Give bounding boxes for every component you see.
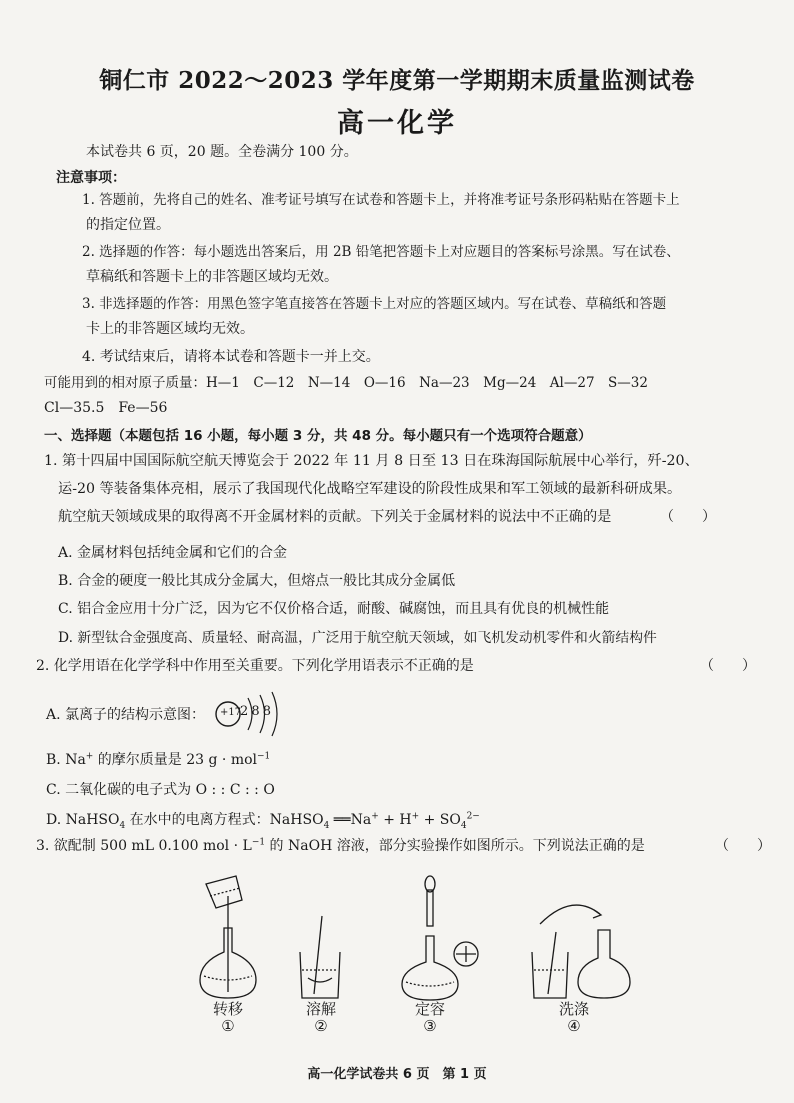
text-run: ══Na — [329, 812, 372, 828]
option-d: D. 新型钛合金强度高、质量轻、耐高温，广泛用于航空航天领域，如飞机发动机零件和火箭结构件 — [58, 630, 657, 646]
subscript: 4 — [119, 820, 126, 831]
answer-bracket: （ ） — [715, 838, 771, 854]
note-line: 2. 选择题的作答：每小题选出答案后，用 2B 铅笔把答题卡上对应题目的答案标号涂黑。写在试卷、 — [82, 244, 680, 260]
text-run: 在水中的电离方程式：NaHSO — [125, 812, 324, 828]
wash-apparatus-icon — [532, 905, 630, 998]
figure-caption: 定容 — [414, 1000, 445, 1018]
question-3-stem — [36, 835, 645, 855]
superscript: −1 — [257, 751, 271, 762]
question-2-stem: 2. 化学用语在化学学科中作用至关重要。下列化学用语表示不正确的是 — [36, 658, 474, 674]
answer-bracket: （ ） — [700, 658, 756, 674]
text-run: 3. 欲配制 500 mL 0.100 mol · L — [36, 838, 252, 854]
notes-heading: 注意事项： — [56, 170, 126, 186]
figure-number: ② — [314, 1017, 328, 1035]
option-a: A. 金属材料包括纯金属和它们的合金 — [58, 545, 288, 561]
answer-bracket: （ ） — [660, 509, 716, 525]
superscript: + — [85, 751, 94, 762]
note-line: 4. 考试结束后，请将本试卷和答题卡一并上交。 — [82, 349, 380, 365]
nucleus-charge: +17 — [220, 707, 242, 718]
figure-number: ④ — [567, 1017, 581, 1035]
text-run: + SO — [419, 812, 461, 828]
figure-number: ① — [221, 1017, 235, 1035]
text-run: 的摩尔质量是 23 g · mol — [93, 752, 258, 768]
figure-caption: 转移 — [212, 1000, 243, 1018]
option-b — [46, 749, 270, 769]
text-run: + H — [378, 812, 412, 828]
page-title: 铜仁市 2022～2023 学年度第一学期期末质量监测试卷 — [99, 67, 695, 94]
section-heading: 一、选择题（本题包括 16 小题，每小题 3 分，共 48 分。每小题只有一个选项符合题意） — [44, 428, 592, 444]
note-line: 卡上的非答题区域均无效。 — [86, 321, 254, 337]
transfer-apparatus-icon — [200, 876, 256, 998]
superscript: 2− — [466, 811, 480, 822]
note-line: 的指定位置。 — [86, 217, 170, 233]
question-1-stem: 运-20 等装备集体亮相，展示了我国现代化战略空军建设的阶段性成果和军工领域的最新科研成果。 — [58, 481, 682, 497]
atomic-mass-line: 可能用到的相对原子质量：H—1 C—12 N—14 O—16 Na—23 Mg—24 Al—27 S—32 — [44, 375, 648, 391]
figure-caption: 溶解 — [305, 1000, 336, 1018]
subscript: 4 — [323, 820, 330, 831]
option-c: C. 二氧化碳的电子式为 O : : C : : O — [46, 782, 275, 798]
note-line: 1. 答题前，先将自己的姓名、准考证号填写在试卷和答题卡上，并将准考证号条形码粘贴在答题卡上 — [82, 192, 680, 208]
superscript: + — [411, 811, 420, 822]
subscript: 4 — [460, 820, 467, 831]
electron-shells: 2 8 8 — [240, 704, 272, 719]
option-c: C. 铝合金应用十分广泛，因为它不仅价格合适，耐酸、碱腐蚀，而且具有优良的机械性能 — [58, 601, 610, 617]
option-a — [46, 704, 205, 724]
question-1-stem: 航空航天领域成果的取得离不开金属材料的贡献。下列关于金属材料的说法中不正确的是 — [58, 509, 612, 525]
atomic-mass-line: Cl—35.5 Fe—56 — [44, 400, 168, 416]
superscript: −1 — [251, 837, 266, 848]
text-run: 的 NaOH 溶液，部分实验操作如图所示。下列说法正确的是 — [265, 838, 645, 854]
figure-caption: 洗涤 — [558, 1000, 589, 1018]
exam-intro: 本试卷共 6 页，20 题。全卷满分 100 分。 — [86, 144, 358, 160]
text-run: B. Na — [46, 752, 86, 768]
page-subtitle: 高一化学 — [337, 108, 457, 139]
page-footer: 高一化学试卷共 6 页 第 1 页 — [307, 1067, 487, 1082]
superscript: + — [371, 811, 379, 822]
question-1-stem: 1. 第十四届中国国际航空航天博览会于 2022 年 11 月 8 日至 13 日在珠海国际航展中心举行，歼-20、 — [44, 453, 699, 469]
option-a-label: A. 氯离子的结构示意图： — [46, 707, 206, 723]
text-run: D. NaHSO — [46, 812, 120, 828]
option-b: B. 合金的硬度一般比其成分金属大，但熔点一般比其成分金属低 — [58, 573, 456, 589]
note-line: 3. 非选择题的作答：用黑色签字笔直接答在答题卡上对应的答题区域内。写在试卷、草稿纸和答题 — [82, 296, 667, 312]
dissolve-beaker-icon — [300, 916, 340, 998]
dilute-flask-icon — [402, 876, 478, 1000]
lab-operations-figure — [180, 866, 640, 1001]
note-line: 草稿纸和答题卡上的非答题区域均无效。 — [86, 269, 338, 285]
figure-number: ③ — [423, 1017, 437, 1035]
option-d — [46, 809, 480, 831]
